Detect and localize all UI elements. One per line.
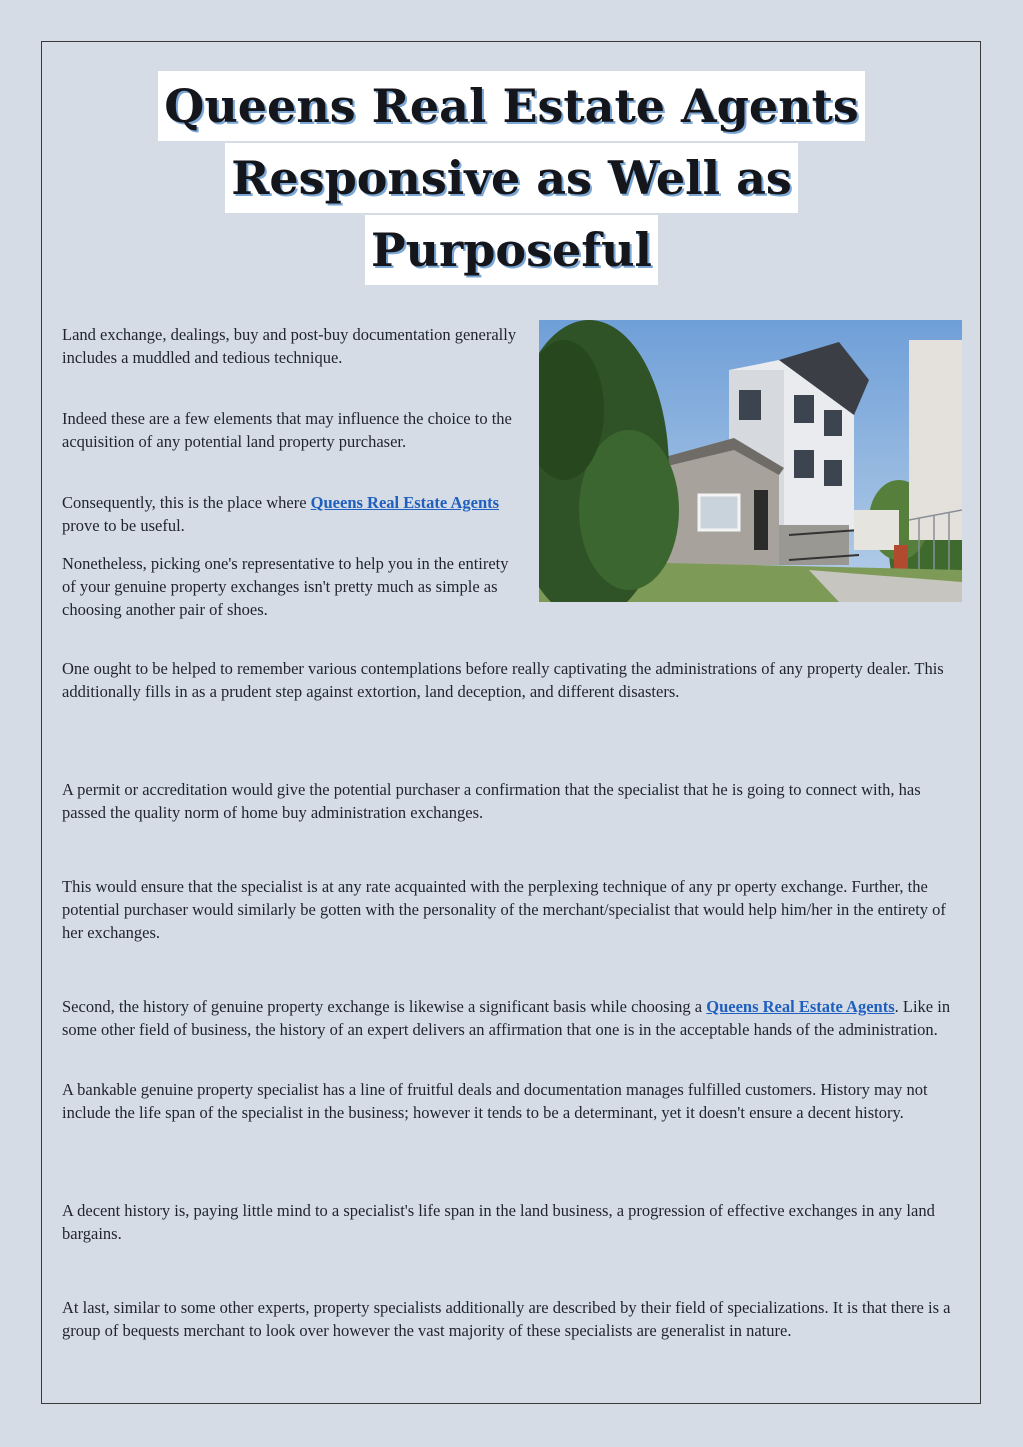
- paragraph-4: Nonetheless, picking one's representative to help you in the entirety of your genuine property exchanges isn't pretty much as simple as choosing another pair of shoes.: [62, 554, 509, 619]
- paragraph-block-10: [62, 1199, 942, 1245]
- paragraph-9: A bankable genuine property specialist has a line of fruitful deals and documentation manages fulfilled customers. History may not include the life span of the specialist in the business; however it tends to be a determinant, yet it doesn't ensure a decent history.: [62, 1080, 928, 1122]
- paragraph-1: Land exchange, dealings, buy and post-buy documentation generally includes a muddled and tedious technique.: [62, 325, 517, 367]
- paragraph-11: At last, similar to some other experts, property specialists additionally are described by their field of specializations. It is that there is a group of bequests merchant to look over however the vast majority of these specialists are generalist in nature.: [62, 1298, 951, 1340]
- paragraph-3: [62, 491, 522, 537]
- paragraph-3-text-before: Consequently, this is the place where: [62, 493, 311, 512]
- page-title: [0, 70, 1023, 286]
- paragraph-block-5: [62, 657, 962, 703]
- title-line-3: Purposeful: [365, 215, 658, 285]
- paragraph-10: A decent history is, paying little mind to a specialist's life span in the land business, a progression of effective exchanges in any land bargains.: [62, 1201, 935, 1243]
- intro-paragraph: [62, 323, 532, 369]
- paragraph-5: One ought to be helped to remember various contemplations before really captivating the administrations of any property dealer. This additionally fills in as a prudent step against extortion, land deception, and different disasters.: [62, 659, 944, 701]
- paragraph-block-11: [62, 1296, 957, 1342]
- paragraph-8-text-before: Second, the history of genuine property exchange is likewise a significant basis while choosing a: [62, 997, 707, 1016]
- paragraph-8-text-after: . Like in some other field of business, the history of an expert delivers an affirmation that one is in the acceptable hands of the administration.: [62, 997, 951, 1039]
- paragraph-6: A permit or accreditation would give the potential purchaser a confirmation that the specialist that he is going to connect with, has passed the quality norm of home buy administration exchanges.: [62, 780, 921, 822]
- paragraph-block-6: [62, 778, 962, 824]
- queens-real-estate-agents-link-2[interactable]: Queens Real Estate Agents: [706, 997, 895, 1016]
- house-photo: [539, 320, 962, 602]
- paragraph-block-2: [62, 407, 532, 453]
- paragraph-block-3: [62, 491, 522, 537]
- paragraph-block-7: [62, 875, 967, 944]
- paragraph-2: Indeed these are a few elements that may influence the choice to the acquisition of any potential land property purchaser.: [62, 409, 512, 451]
- paragraph-7: This would ensure that the specialist is at any rate acquainted with the perplexing technique of any pr operty exchange. Further, the potential purchaser would similarly be gotten with the personality of the merchant/specialist that would help him/her in the entirety of her exchanges.: [62, 877, 946, 942]
- title-line-2: Responsive as Well as: [225, 143, 798, 213]
- paragraph-block-8: [62, 995, 952, 1041]
- paragraph-8: [62, 995, 952, 1041]
- queens-real-estate-agents-link-1[interactable]: Queens Real Estate Agents: [310, 493, 500, 512]
- paragraph-block-4: [62, 552, 522, 621]
- title-line-1: Queens Real Estate Agents: [158, 71, 864, 141]
- paragraph-3-text-after: prove to be useful.: [62, 516, 185, 535]
- paragraph-block-9: [62, 1078, 957, 1124]
